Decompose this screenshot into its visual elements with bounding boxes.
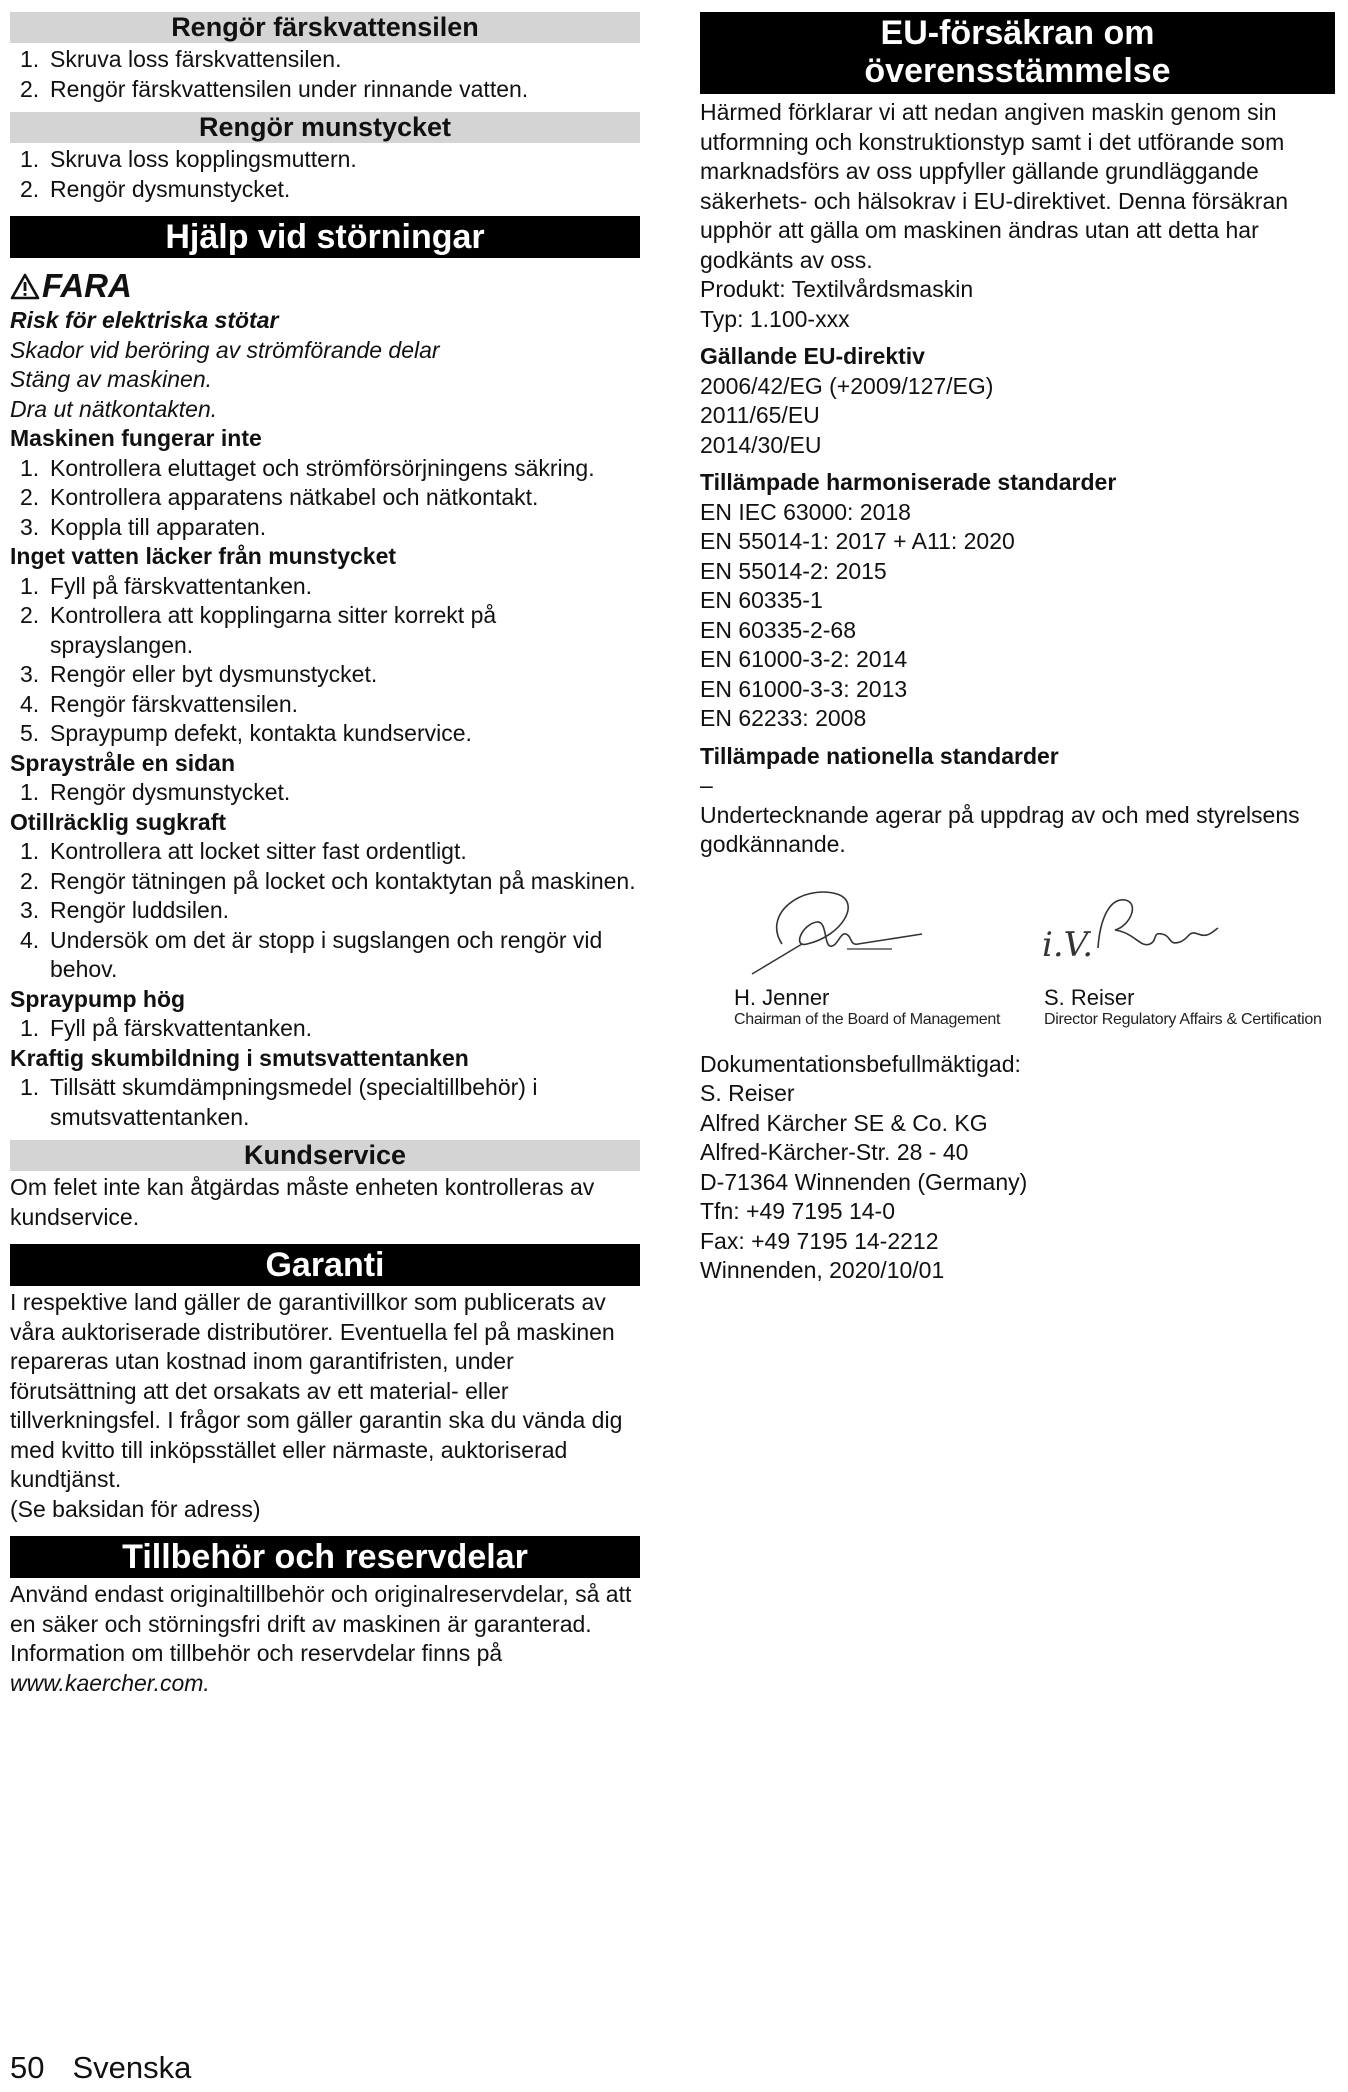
directive: 2006/42/EG (+2009/127/EG) [700, 372, 994, 399]
signature-reiser-image [1040, 878, 1240, 978]
doc-line: S. Reiser [700, 1080, 795, 1106]
harmonised-title: Tillämpade harmoniserade standarder [700, 469, 1117, 495]
list-item: 1. Rengör dysmunstycket. [20, 779, 291, 805]
doc-line: Winnenden, 2020/10/01 [700, 1257, 945, 1283]
list-item: 2. Kontrollera apparatens nätkabel och nätkontakt. [20, 484, 539, 510]
list-item: 1. Kontrollera eluttaget och strömförsörjningens säkring. [20, 454, 595, 481]
list-item: 1. Skruva loss kopplingsmuttern. [20, 146, 357, 172]
list-item: 1. Fyll på färskvattentanken. [20, 572, 313, 599]
standard: EN IEC 63000: 2018 [700, 498, 911, 525]
signatory-name: H. Jenner [734, 984, 830, 1010]
fault-title: Inget vatten läcker från munstycket [10, 543, 397, 569]
directive: 2014/30/EU [700, 431, 822, 458]
list-item: 2. Rengör tätningen på locket och kontaktytan på maskinen. [20, 867, 636, 894]
heading-customer-service: Kundservice [10, 1140, 640, 1171]
doc-line: Fax: +49 7195 14-2212 [700, 1227, 939, 1254]
heading-clean-filter: Rengör färskvattensilen [10, 12, 640, 43]
page-number: 50 [10, 2050, 45, 2085]
doc-line: Dokumentationsbefullmäktigad: [700, 1050, 1021, 1077]
heading-accessories: Tillbehör och reservdelar [10, 1536, 640, 1578]
risk-title: Risk för elektriska stötar [10, 307, 279, 333]
signature-prefix: i.V. [1042, 924, 1094, 965]
standard: EN 62233: 2008 [700, 705, 867, 731]
right-column [700, 12, 1335, 1286]
warning-triangle-icon [10, 273, 40, 300]
list-item: 4. Rengör färskvattensilen. [20, 690, 299, 717]
fault-title: Spraypump hög [10, 985, 186, 1012]
doc-line: Alfred Kärcher SE & Co. KG [700, 1109, 988, 1136]
fault-title: Otillräcklig sugkraft [10, 808, 227, 835]
fault-title: Spraystråle en sidan [10, 749, 235, 776]
danger-label: FARA [10, 266, 640, 306]
list-item: 1. Kontrollera att locket sitter fast ordentligt. [20, 838, 467, 864]
list-item: 2. Kontrollera att kopplingarna sitter korrekt på sprayslangen. [20, 602, 497, 658]
page-footer [10, 2050, 219, 2086]
risk-line: Stäng av maskinen. [10, 366, 213, 392]
heading-warranty: Garanti [10, 1244, 640, 1286]
standard: EN 61000-3-3: 2013 [700, 675, 908, 702]
doc-line: Alfred-Kärcher-Str. 28 - 40 [700, 1139, 969, 1165]
doc-line: Tfn: +49 7195 14-0 [700, 1198, 896, 1224]
standard: EN 55014-2: 2015 [700, 557, 887, 584]
signatory-role: Chairman of the Board of Management [734, 1010, 1001, 1028]
declaration-intro: Härmed förklarar vi att nedan angiven maskin genom sin utformning och konstruktionstyp samt i det utförande som marknadsförs av oss uppfyller gällande grundläggande säkerhets- och hälsokrav i EU-direktivet. Denna försäkran upphör att gälla om maskinen ändras utan att detta har godkänts av oss. [700, 99, 1289, 273]
list-item: 4. Undersök om det är stopp i sugslangen och rengör vid behov. [20, 926, 603, 982]
standard: EN 60335-1 [700, 587, 823, 613]
fault-title: Kraftig skumbildning i smutsvattentanken [10, 1044, 469, 1071]
signatory-reiser [1044, 985, 1322, 1029]
doc-line: D-71364 Winnenden (Germany) [700, 1168, 1028, 1195]
directive: 2011/65/EU [700, 402, 820, 428]
footer-language: Svenska [72, 2050, 192, 2085]
heading-clean-nozzle: Rengör munstycket [10, 112, 640, 143]
list-item: 1. Fyll på färskvattentanken. [20, 1015, 313, 1041]
directives-title: Gällande EU-direktiv [700, 343, 925, 369]
risk-line: Skador vid beröring av strömförande delar [10, 336, 440, 363]
type-line: Typ: 1.100-xxx [700, 305, 850, 332]
list-item: 5. Spraypump defekt, kontakta kundservice. [20, 720, 472, 746]
risk-line: Dra ut nätkontakten. [10, 395, 218, 422]
national-standards: – [700, 772, 713, 798]
warranty-text: I respektive land gäller de garantivillkor som publicerats av våra auktoriserade distributörer. Eventuella fel på maskinen repareras utan kostnad inom garantifristen, under förutsättning att det orsakats av ett material- eller tillverkningsfel. I frågor som gäller garantin ska du vända dig med kvitto till inköpsstället eller närmaste, auktoriserad kundtjänst. [10, 1289, 623, 1492]
product-line: Produkt: Textilvårdsmaskin [700, 276, 974, 302]
signature-block [700, 860, 1335, 1050]
signatory-jenner [734, 985, 1000, 1029]
left-column [10, 12, 640, 1698]
list-item: 2. Rengör färskvattensilen under rinnande vatten. [20, 75, 529, 102]
list-item: 1. Tillsätt skumdämpningsmedel (specialtillbehör) i smutsvattentanken. [20, 1074, 538, 1130]
list-item: 2. Rengör dysmunstycket. [20, 175, 291, 202]
list-item: 3. Koppla till apparaten. [20, 513, 267, 540]
list-item: 3. Rengör luddsilen. [20, 897, 230, 923]
list-item: 1. Skruva loss färskvattensilen. [20, 46, 342, 72]
heading-troubleshooting: Hjälp vid störningar [10, 216, 640, 258]
accessories-info: Information om tillbehör och reservdelar finns på [10, 1640, 503, 1666]
signature-jenner-image [712, 874, 942, 984]
website-link[interactable]: www.kaercher.com. [10, 1669, 210, 1696]
customer-service-text: Om felet inte kan åtgärdas måste enheten kontrolleras av kundservice. [10, 1174, 595, 1230]
standard: EN 61000-3-2: 2014 [700, 646, 908, 672]
list-item: 3. Rengör eller byt dysmunstycket. [20, 661, 378, 687]
standard: EN 55014-1: 2017 + A11: 2020 [700, 528, 1015, 554]
accessories-text: Använd endast originaltillbehör och originalreservdelar, så att en säker och störningsfri drift av maskinen är garanterad. [10, 1581, 632, 1637]
signatory-name: S. Reiser [1044, 984, 1135, 1010]
national-title: Tillämpade nationella standarder [700, 742, 1059, 769]
standard: EN 60335-2-68 [700, 616, 856, 643]
fault-title: Maskinen fungerar inte [10, 425, 262, 451]
signatory-role: Director Regulatory Affairs & Certification [1044, 1010, 1322, 1028]
heading-eu-declaration: EU-försäkran om överensstämmelse [700, 12, 1335, 94]
warranty-note: (Se baksidan för adress) [10, 1495, 261, 1522]
signatory-text: Undertecknande agerar på uppdrag av och med styrelsens godkännande. [700, 801, 1300, 857]
